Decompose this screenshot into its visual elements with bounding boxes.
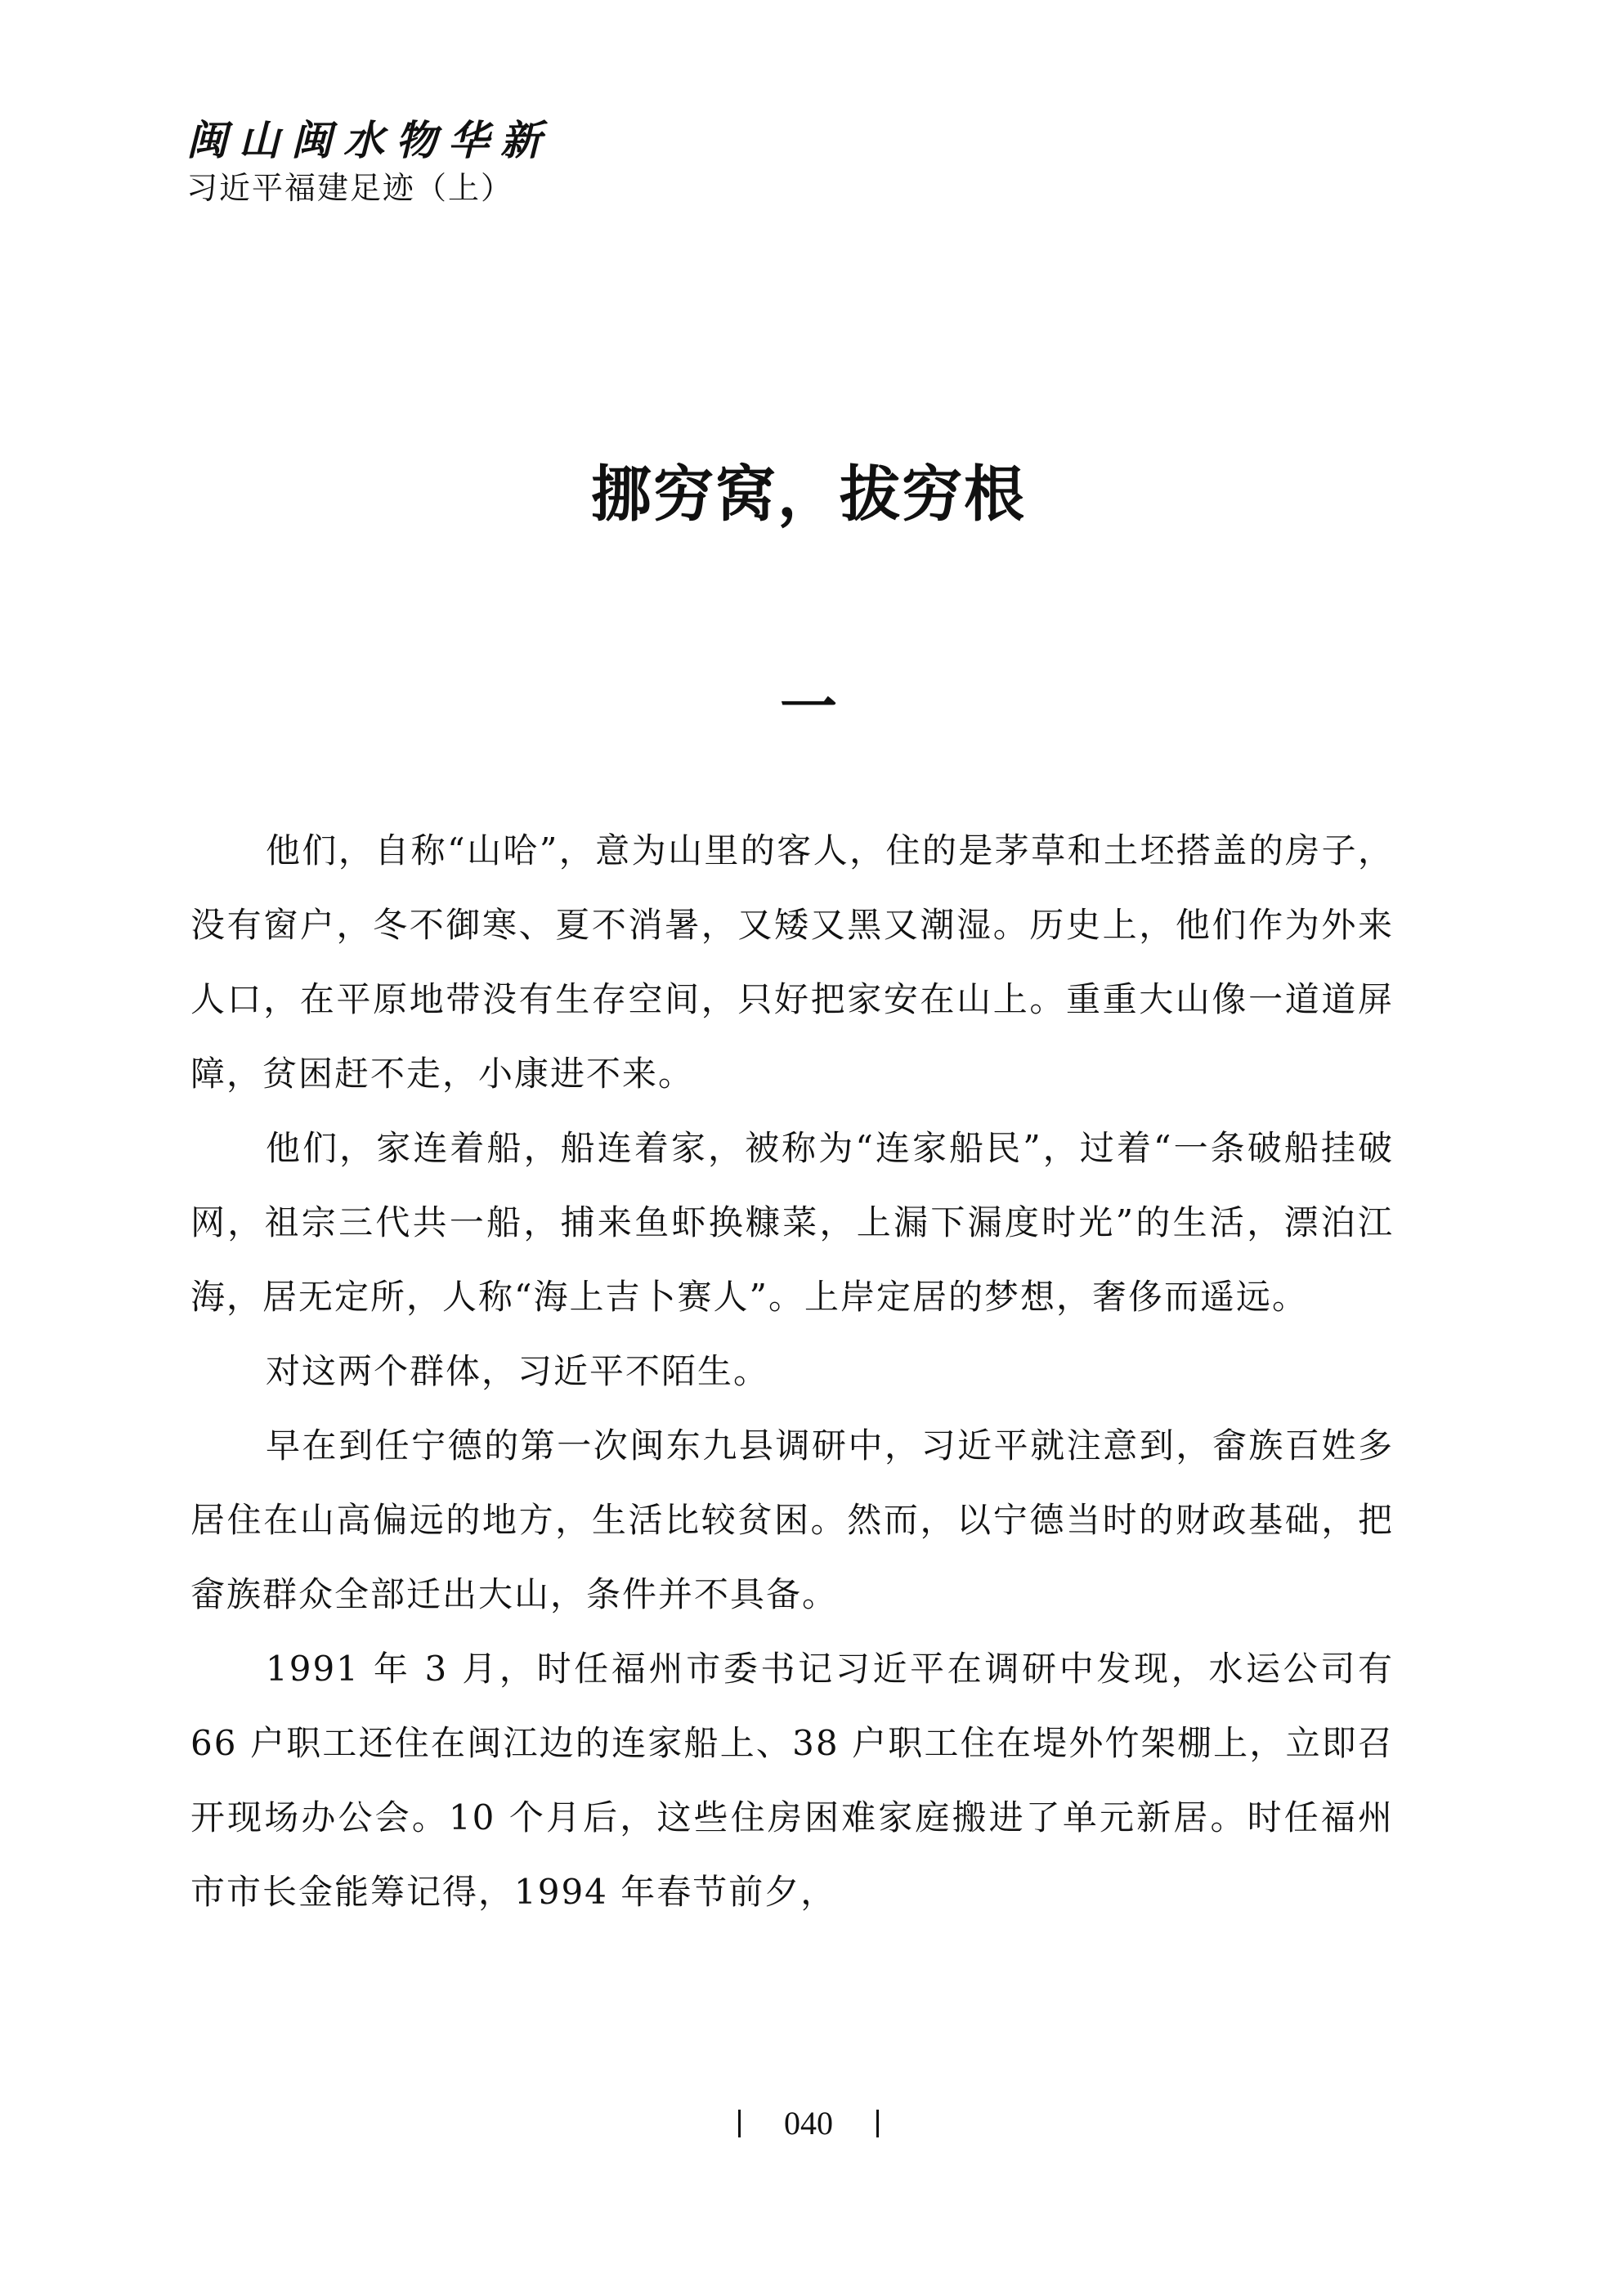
paragraph: 早在到任宁德的第一次闽东九县调研中，习近平就注意到，畲族百姓多居住在山高偏远的地方，生活比较贫困。然而，以宁德当时的财政基础，把畲族群众全部迁出大山，条件并不具备。 (190, 1425, 1394, 1614)
page-number: 040 (784, 2105, 833, 2142)
paragraph: 他们，自称“山哈”，意为山里的客人，住的是茅草和土坯搭盖的房子，没有窗户，冬不御寒、夏不消暑，又矮又黑又潮湿。历史上，他们作为外来人口，在平原地带没有生存空间，只好把家安在山上。重重大山像一道道屏障，贫困赶不走，小康进不来。 (190, 830, 1394, 1094)
footer-bar-right (876, 2110, 879, 2137)
page-footer (0, 2097, 1617, 2148)
body-text (190, 813, 1394, 1929)
paragraph: 1991 年 3 月，时任福州市委书记习近平在调研中发现，水运公司有 66 户职工还住在闽江边的连家船上、38 户职工住在堤外竹架棚上，立即召开现场办公会。10 个月后，这些住房困难家庭搬进了单元新居。时任福州市市长金能筹记得，1994 年春节前夕， (190, 1649, 1394, 1912)
section-number: 一 (780, 673, 837, 741)
series-title: 闽山闽水物华新 (186, 116, 553, 164)
footer-bar-left (738, 2110, 741, 2137)
paragraph: 他们，家连着船，船连着家，被称为“连家船民”，过着“一条破船挂破网，祖宗三代共一船，捕来鱼虾换糠菜，上漏下漏度时光”的生活，漂泊江海，居无定所，人称“海上吉卜赛人”。上岸定居的梦想，奢侈而遥远。 (190, 1128, 1394, 1317)
book-title: 习近平福建足迹（上） (186, 170, 514, 206)
paragraph: 对这两个群体，习近平不陌生。 (266, 1351, 770, 1391)
chapter-title: 挪穷窝，拔穷根 (591, 459, 1026, 530)
running-head (186, 114, 553, 209)
